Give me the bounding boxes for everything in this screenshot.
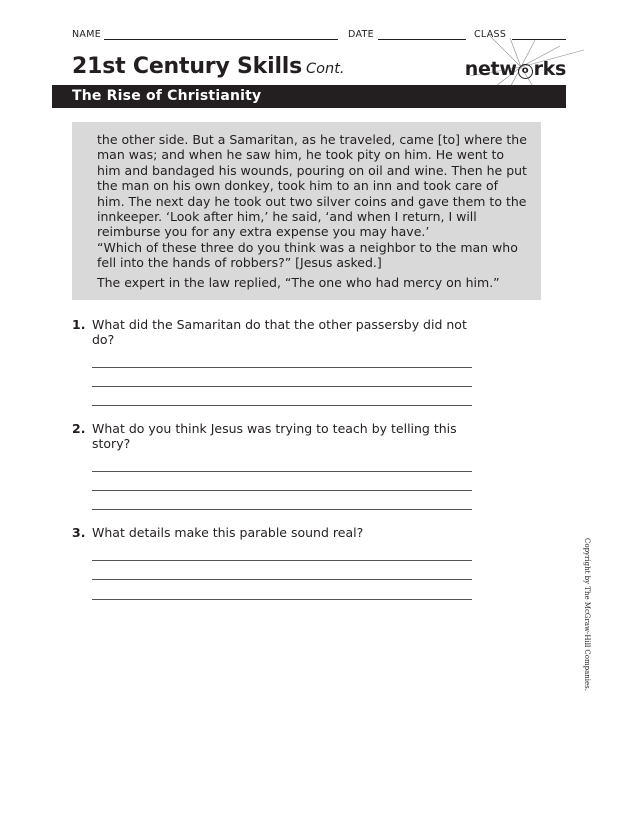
logo-text-1: netw xyxy=(464,58,517,80)
passage-box xyxy=(72,122,541,300)
answer-line[interactable] xyxy=(92,386,472,387)
answer-line[interactable] xyxy=(92,509,472,510)
question-number: 3. xyxy=(72,525,86,540)
page-title-text: 21st Century Skills xyxy=(72,54,303,79)
date-field[interactable] xyxy=(348,29,374,40)
title-cont: Cont. xyxy=(306,61,345,77)
name-line[interactable] xyxy=(104,39,338,40)
question-text: What do you think Jesus was trying to teach by telling this story? xyxy=(92,421,457,452)
answer-line[interactable] xyxy=(92,599,472,600)
name-field[interactable] xyxy=(72,29,101,40)
question-text: What details make this parable sound real? xyxy=(92,525,364,540)
networks-logo xyxy=(465,58,566,80)
question-number: 2. xyxy=(72,421,86,436)
passage-paragraph-2: “Which of these three do you think was a neighbor to the man who fell into the hands of robbers?” [Jesus asked.] xyxy=(97,240,518,271)
copyright-notice: Copyright by The McGraw-Hill Companies. xyxy=(583,538,591,691)
answer-line[interactable] xyxy=(92,405,472,406)
logo-o-icon: o xyxy=(518,64,533,79)
answer-line[interactable] xyxy=(92,490,472,491)
answer-line[interactable] xyxy=(92,560,472,561)
name-label: NAME xyxy=(72,29,102,40)
date-line[interactable] xyxy=(378,39,466,40)
logo-text-2: rks xyxy=(533,58,566,80)
question-number: 1. xyxy=(72,317,86,332)
passage-paragraph-3: The expert in the law replied, “The one who had mercy on him.” xyxy=(97,275,500,290)
answer-line[interactable] xyxy=(92,471,472,472)
section-title: The Rise of Christianity xyxy=(72,88,262,104)
question-text: What did the Samaritan do that the other passersby did not do? xyxy=(92,317,467,348)
section-banner xyxy=(52,85,566,108)
page-title xyxy=(72,54,345,79)
class-label: CLASS xyxy=(474,29,507,40)
answer-line[interactable] xyxy=(92,579,472,580)
passage-paragraph-1: the other side. But a Samaritan, as he traveled, came [to] where the man was; and when he saw him, he took pity on him. He went to him and bandaged his wounds, pouring on oil and wine. Then he put the man on his own donkey, took him to an inn and took care of him. The next day he took out two silver coins and gave them to the innkeeper. ‘Look after him,’ he said, ‘and when I return, I will reimburse you for any extra expense you may have.’ xyxy=(97,132,527,240)
date-label: DATE xyxy=(348,29,374,40)
answer-line[interactable] xyxy=(92,367,472,368)
